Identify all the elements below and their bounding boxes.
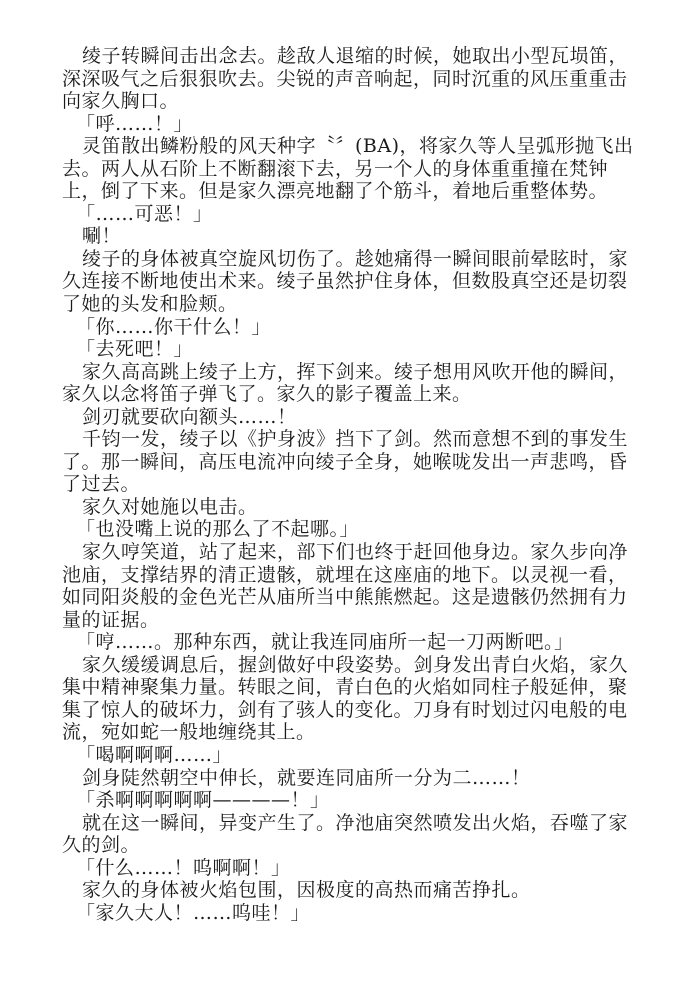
text-line: 千钧一发，绫子以《护身波》挡下了剑。然而意想不到的事发生 <box>82 428 629 451</box>
text-line: 久的剑。 <box>62 834 141 857</box>
dialogue-line: 「杀啊啊啊啊啊————！」 <box>76 789 330 812</box>
text-line: 家久的身体被火焰包围，因极度的高热而痛苦挣扎。 <box>82 879 531 902</box>
text-line: 池庙，支撑结界的清正遗骸，就埋在这座庙的地下。以灵视一看， <box>62 563 628 586</box>
text-line: 了过去。 <box>62 473 141 496</box>
text-line: 剑身陡然朝空中伸长，就要连同庙所一分为二……！ <box>82 766 531 789</box>
dialogue-line: 「呼……！」 <box>76 112 194 135</box>
dialogue-line: 「也没嘴上说的那么了不起哪。」 <box>76 518 360 541</box>
text-line: 家久缓缓调息后，握剑做好中段姿势。剑身发出青白火焰，家久 <box>82 653 629 676</box>
text-line: 上，倒了下来。但是家久漂亮地翻了个筋斗，着地后重整体势。 <box>62 180 609 203</box>
text-line: 了。那一瞬间，高压电流冲向绫子全身，她喉咙发出一声悲鸣，昏 <box>62 450 628 473</box>
text-line: 集中精神聚集力量。转眼之间，青白色的火焰如同柱子般延伸，聚 <box>62 676 628 699</box>
text-line: 就在这一瞬间，异变产生了。净池庙突然喷发出火焰，吞噬了家 <box>82 811 629 834</box>
dialogue-line: 「你……你干什么！」 <box>76 315 272 338</box>
dialogue-line: 「去死吧！」 <box>76 338 194 361</box>
dialogue-line: 「什么……！呜啊啊！」 <box>76 856 291 879</box>
text-line: 集了惊人的破坏力，剑有了骇人的变化。刀身有时划过闪电般的电 <box>62 698 628 721</box>
text-line: 去。两人从石阶上不断翻滚下去，另一个人的身体重重撞在梵钟 <box>62 157 609 180</box>
text-line: 家久对她施以电击。 <box>82 495 258 518</box>
text-line: 家久哼笑道，站了起来，部下们也终于赶回他身边。家久步向净 <box>82 541 629 564</box>
text-line: 流，宛如蛇一般地缠绕其上。 <box>62 721 316 744</box>
text-line: 久连接不断地使出术来。绫子虽然护住身体，但数股真空还是切裂 <box>62 270 628 293</box>
text-line: 向家久胸口。 <box>62 90 180 113</box>
dialogue-line: 「喝啊啊啊……」 <box>76 743 233 766</box>
text-line: 绫子的身体被真空旋风切伤了。趁她痛得一瞬间眼前晕眩时，家 <box>82 247 629 270</box>
dialogue-line: 「哼……。那种东西，就让我连同庙所一起一刀两断吧。」 <box>76 631 574 654</box>
text-line: 家久高高跳上绫子上方，挥下剑来。绫子想用风吹开他的瞬间， <box>82 360 629 383</box>
text-line: 如同阳炎般的金色光芒从庙所当中熊熊燃起。这是遗骸仍然拥有力 <box>62 586 628 609</box>
text-line: 剑刃就要砍向额头……！ <box>82 405 297 428</box>
dialogue-line: 「……可恶！」 <box>76 202 213 225</box>
dialogue-line: 「家久大人！……呜哇！」 <box>76 901 311 924</box>
text-line: 家久以念将笛子弹飞了。家久的影子覆盖上来。 <box>62 383 472 406</box>
text-line: 了她的头发和脸颊。 <box>62 293 238 316</box>
text-line: 绫子转瞬间击出念去。趁敌人退缩的时候，她取出小型瓦埙笛， <box>82 45 629 67</box>
text-line: 唰！ <box>82 225 122 248</box>
text-line: 灵笛散出鳞粉般的风天种字〝〞(BA)，将家久等人呈弧形抛飞出 <box>82 135 634 158</box>
text-line: 量的证据。 <box>62 608 160 631</box>
text-line: 深深吸气之后狠狠吹去。尖锐的声音响起，同时沉重的风压重重击 <box>62 67 628 90</box>
document-page <box>62 45 634 924</box>
